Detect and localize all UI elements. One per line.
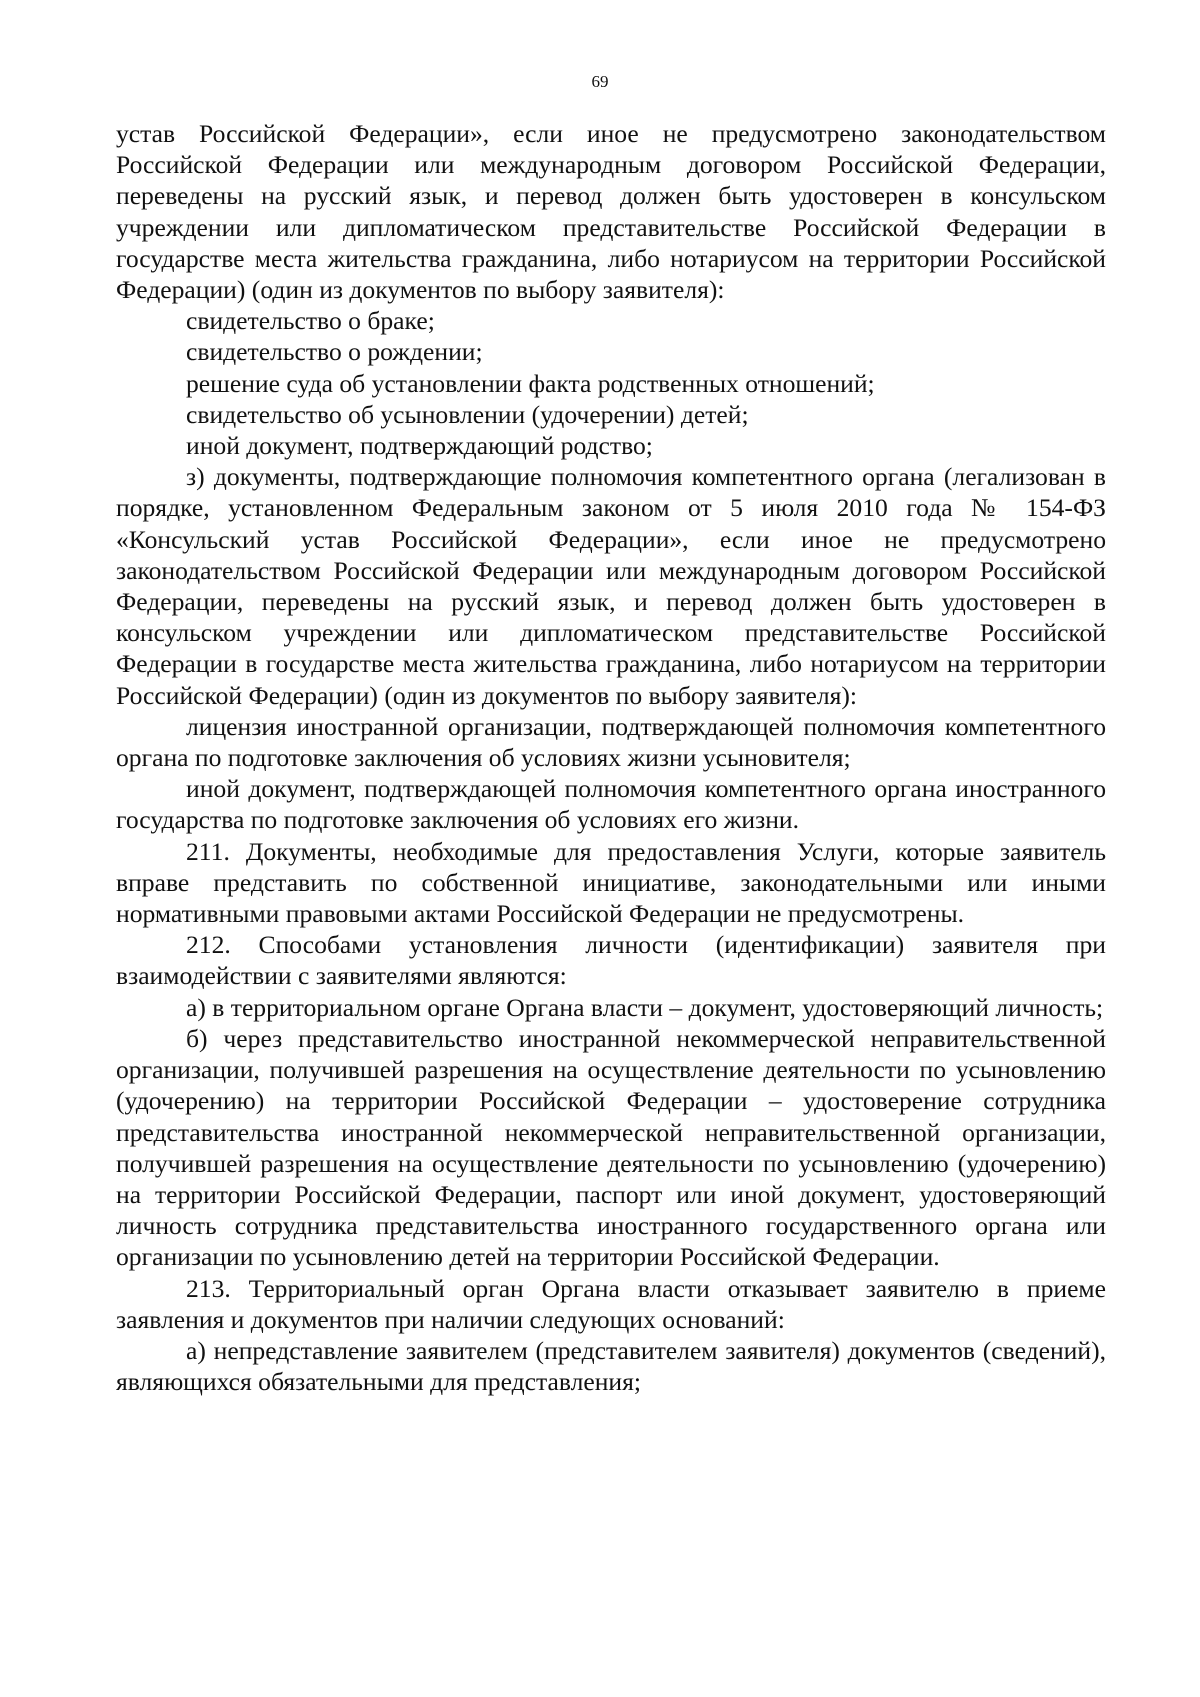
paragraph-subitem-z: з) документы, подтверждающие полномочия компетентного органа (легализован в порядке, установленном Федеральным законом от 5 июля 2010 года № 154-ФЗ «Консульский устав Российской Федерации», если иное не предусмотрено законодательством Российской Федерации или международным договором Российской Федерации, переведены на русский язык, и перевод должен быть удостоверен в консульском учреждении или дипломатическом представительстве Российской Федерации в государстве места жительства гражданина, либо нотариусом на территории Российской Федерации) (один из документов по выбору заявителя): <box>116 462 1106 710</box>
paragraph-212-b: б) через представительство иностранной некоммерческой неправительственной организации, получившей разрешения на осуществление деятельности по усыновлению (удочерению) на территории Российской Федерации – удостоверение сотрудника представительства иностранной некоммерческой неправительственной организации, получившей разрешения на осуществление деятельности по усыновлению (удочерению) на территории Российской Федерации, паспорт или иной документ, удостоверяющий личность сотрудника представительства иностранного государственного органа или организации по усыновлению детей на территории Российской Федерации. <box>116 1023 1106 1272</box>
paragraph-continuation: устав Российской Федерации», если иное не предусмотрено законодательством Российской Федерации или международным договором Российской Федерации, переведены на русский язык, и перевод должен быть удостоверен в консульском учреждении или дипломатическом представительстве Российской Федерации в государстве места жительства гражданина, либо нотариусом на территории Российской Федерации) (один из документов по выбору заявителя): <box>116 119 1106 305</box>
list-item: решение суда об установлении факта родственных отношений; <box>186 368 875 398</box>
list-item: иной документ, подтверждающий родство; <box>186 431 653 461</box>
list-item: свидетельство об усыновлении (удочерении) детей; <box>186 399 749 429</box>
paragraph-other-document: иной документ, подтверждающей полномочия компетентного органа иностранного государства по подготовке заключения об условиях его жизни. <box>116 774 1106 835</box>
paragraph-213-a: а) непредставление заявителем (представителем заявителя) документов (сведений), являющихся обязательными для представления; <box>116 1335 1106 1397</box>
list-item: свидетельство о браке; <box>186 306 435 336</box>
list-item: свидетельство о рождении; <box>186 337 483 367</box>
document-body <box>116 118 1106 1397</box>
page-number: 69 <box>591 72 609 91</box>
paragraph-212: 212. Способами установления личности (идентификации) заявителя при взаимодействии с заявителями являются: <box>116 930 1106 991</box>
paragraph-212-a: а) в территориальном органе Органа власти – документ, удостоверяющий личность; <box>186 992 1104 1022</box>
paragraph-211: 211. Документы, необходимые для предоставления Услуги, которые заявитель вправе представить по собственной инициативе, законодательными или иными нормативными правовыми актами Российской Федерации не предусмотрены. <box>116 836 1106 929</box>
paragraph-license: лицензия иностранной организации, подтверждающей полномочия компетентного органа по подготовке заключения об условиях жизни усыновителя; <box>116 711 1106 773</box>
paragraph-213: 213. Территориальный орган Органа власти отказывает заявителю в приеме заявления и документов при наличии следующих оснований: <box>116 1273 1106 1334</box>
